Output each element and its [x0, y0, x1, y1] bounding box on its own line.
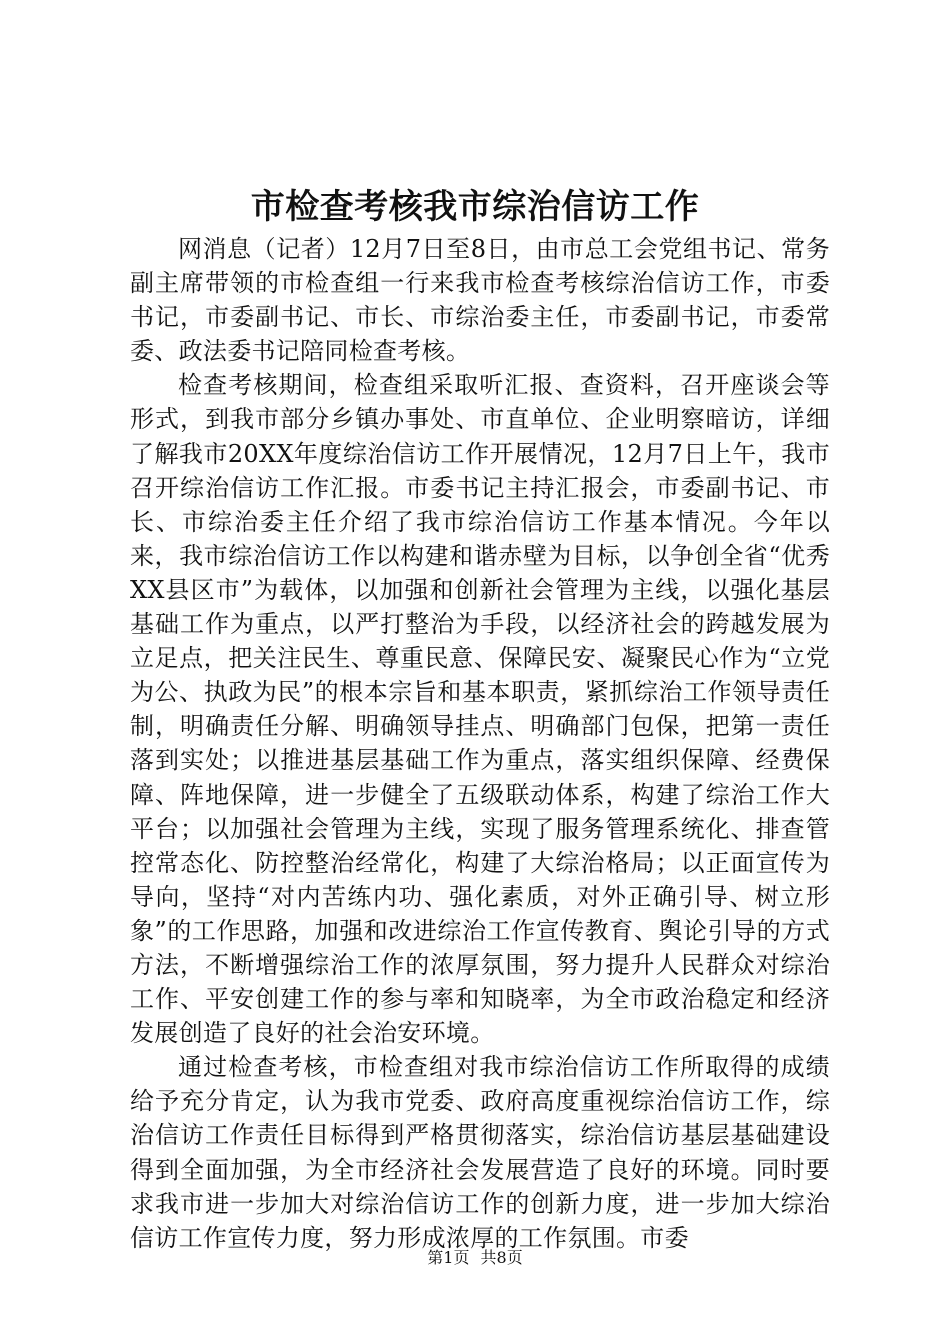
paragraph-3: 通过检查考核，市检查组对我市综治信访工作所取得的成绩给予充分肯定，认为我市党委、政府高度重视综治信访工作，综治信访工作责任目标得到严格贯彻落实，综治信访基层基础建设得到全面加强，为全市经济社会发展营造了良好的环境。同时要求我市进一步加大对综治信访工作的创新力度，进一步加大综治信访工作宣传力度，努力形成浓厚的工作氛围。市委 — [130, 1053, 830, 1252]
paragraph-2: 检查考核期间，检查组采取听汇报、查资料，召开座谈会等形式，到我市部分乡镇办事处、市直单位、企业明察暗访，详细了解我市20XX年度综治信访工作开展情况，12月7日上午，我市召开综治信访工作汇报。市委书记主持汇报会，市委副书记、市长、市综治委主任介绍了我市综治信访工作基本情况。今年以来，我市综治信访工作以构建和谐赤壁为目标，以争创全省“优秀XX县区市”为载体，以加强和创新社会管理为主线，以强化基层基础工作为重点，以严打整治为手段，以经济社会的跨越发展为立足点，把关注民生、尊重民意、保障民安、凝聚民心作为“立党为公、执政为民”的根本宗旨和基本职责，紧抓综治工作领导责任制，明确责任分解、明确领导挂点、明确部门包保，把第一责任落到实处；以推进基层基础工作为重点，落实组织保障、经费保障、阵地保障，进一步健全了五级联动体系，构建了综治工作大平台；以加强社会管理为主线，实现了服务管理系统化、排查管控常态化、防控整治经常化，构建了大综治格局；以正面宣传为导向，坚持“对内苦练内功、强化素质，对外正确引导、树立形象”的工作思路，加强和改进综治工作宣传教育、舆论引导的方式方法，不断增强综治工作的浓厚氛围，努力提升人民群众对综治工作、平安创建工作的参与率和知晓率，为全市政治稳定和经济发展创造了良好的社会治安环境。 — [130, 371, 830, 1048]
paragraph-1: 网消息（记者）12月7日至8日，由市总工会党组书记、常务副主席带领的市检查组一行来我市检查考核综治信访工作，市委书记，市委副书记、市长、市综治委主任，市委副书记，市委常委、政法委书记陪同检查考核。 — [130, 235, 830, 366]
page-number: 第1页 — [427, 1248, 470, 1267]
page-total: 共8页 — [480, 1248, 523, 1267]
page-title: 市检查考核我市综治信访工作 — [250, 187, 700, 227]
page-footer — [0, 1248, 950, 1268]
article-body — [130, 232, 830, 1255]
